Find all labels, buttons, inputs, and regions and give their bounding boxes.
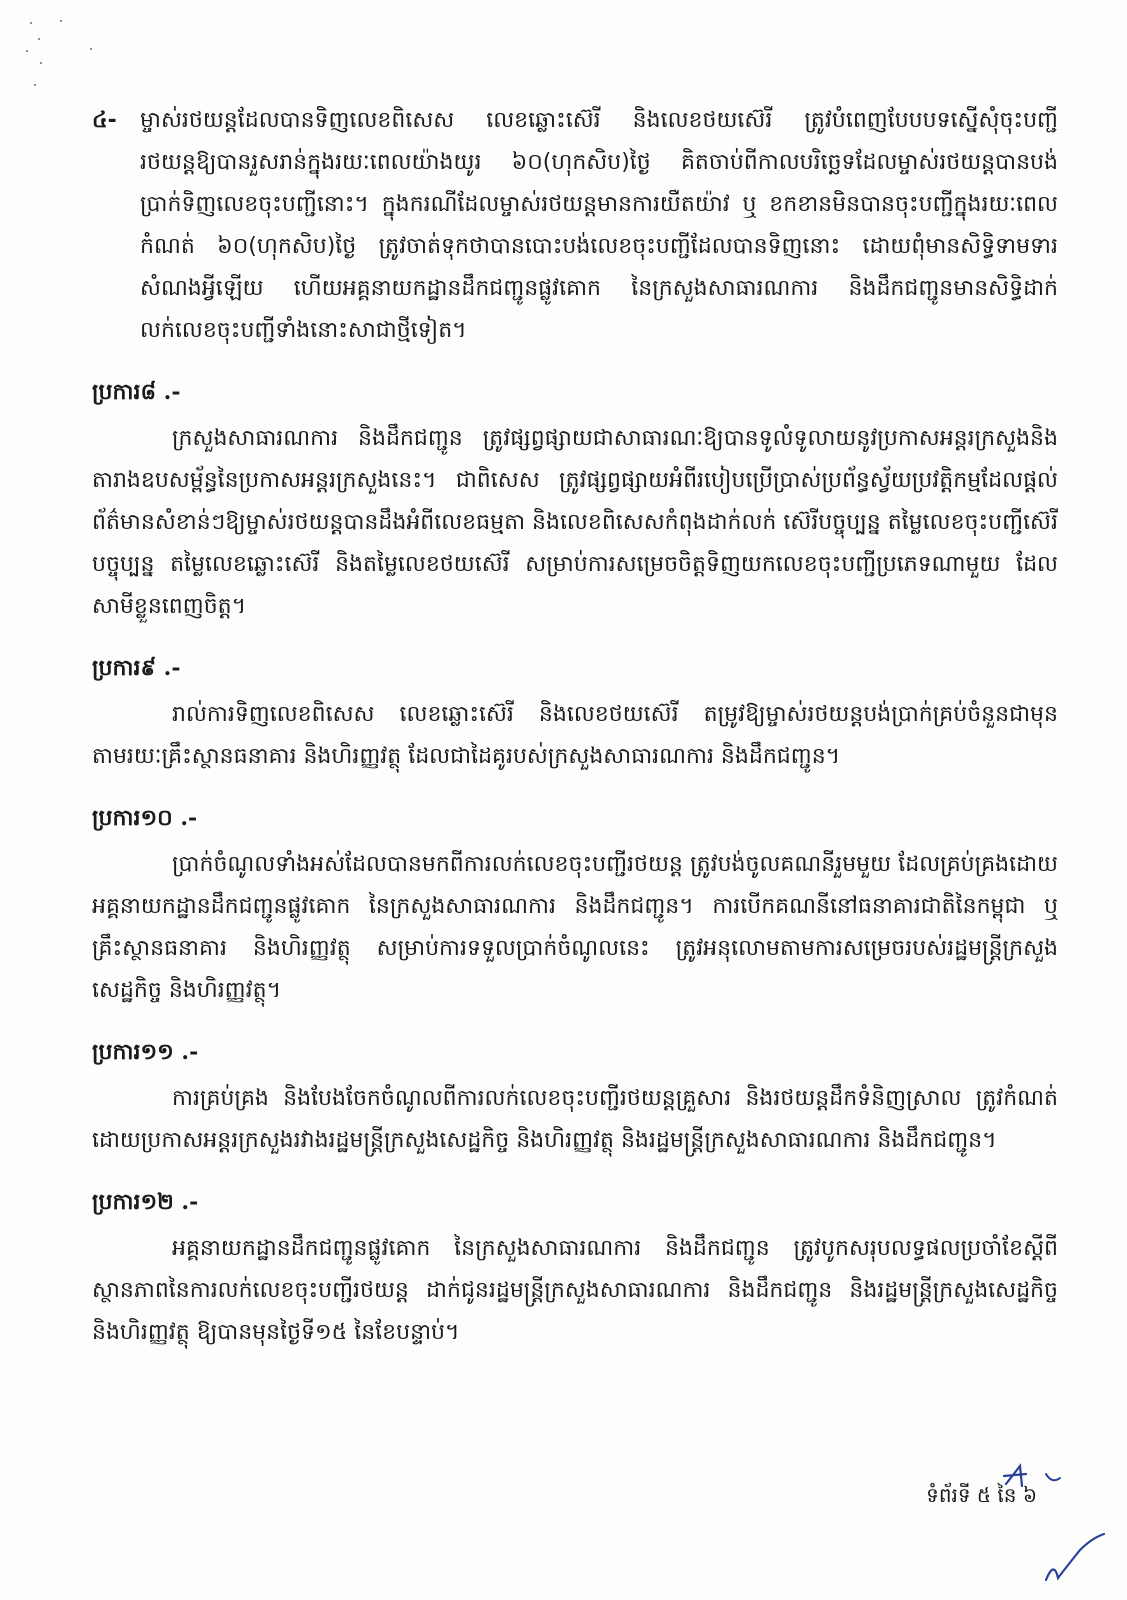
article-heading: ប្រការ១២ .-	[92, 1189, 199, 1215]
handwritten-signature-stroke	[1040, 1530, 1110, 1590]
item-number: ៤-	[92, 108, 117, 133]
article-11	[92, 1030, 1058, 1162]
article-heading: ប្រការ១១ .-	[92, 1039, 199, 1065]
scan-speck	[38, 38, 40, 40]
item-text: ម្ចាស់រថយន្តដែលបានទិញលេខពិសេស លេខឆ្លោះស៊េរី និងលេខថយស៊េរី ត្រូវបំពេញបែបបទស្នើសុំចុះបញ្ជីរថយន្តឱ្យបានរួសរាន់ក្នុងរយៈពេលយ៉ាងយូរ ៦០(ហុកសិប)ថ្ងៃ គិតចាប់ពីកាលបរិច្ឆេទដែលម្ចាស់រថយន្តបានបង់ប្រាក់ទិញលេខចុះបញ្ជីនោះ។ ក្នុងករណីដែលម្ចាស់រថយន្តមានការយឺតយ៉ាវ ឬ ខកខានមិនបានចុះបញ្ជីក្នុងរយៈពេលកំណត់ ៦០(ហុកសិប)ថ្ងៃ ត្រូវចាត់ទុកថាបានបោះបង់លេខចុះបញ្ជីដែលបានទិញនោះ ដោយពុំមានសិទ្ធិទាមទារសំណងអ្វីឡើយ ហើយអគ្គនាយកដ្ឋានដឹកជញ្ជូនផ្លូវគោក នៃក្រសួងសាធារណការ និងដឹកជញ្ជូនមានសិទ្ធិដាក់លក់លេខចុះបញ្ជីទាំងនោះសាជាថ្មីទៀត។	[140, 108, 1058, 343]
article-body: ក្រសួងសាធារណការ និងដឹកជញ្ជូន ត្រូវផ្សព្វផ្សាយជាសាធារណៈឱ្យបានទូលំទូលាយនូវប្រកាសអន្តរក្រសួងនិងតារាងឧបសម្ព័ន្ធនៃប្រកាសអន្តរក្រសួងនេះ។ ជាពិសេស ត្រូវផ្សព្វផ្សាយអំពីរបៀបប្រើប្រាស់ប្រព័ន្ធស្វ័យប្រវត្តិកម្មដែលផ្តល់ព័ត៌មានសំខាន់ៗឱ្យម្ចាស់រថយន្តបានដឹងអំពីលេខធម្មតា និងលេខពិសេសកំពុងដាក់លក់ ស៊េរីបច្ចុប្បន្ន តម្លៃលេខចុះបញ្ជីស៊េរីបច្ចុប្បន្ន តម្លៃលេខឆ្លោះស៊េរី និងតម្លៃលេខថយស៊េរី សម្រាប់ការសម្រេចចិត្តទិញយកលេខចុះបញ្ជីប្រភេទណាមួយ ដែលសាមីខ្លួនពេញចិត្ត។	[92, 426, 1058, 619]
article-body: ប្រាក់ចំណូលទាំងអស់ដែលបានមកពីការលក់លេខចុះបញ្ជីរថយន្ត ត្រូវបង់ចូលគណនីរួមមួយ ដែលគ្រប់គ្រងដោយអគ្គនាយកដ្ឋានដឹកជញ្ជូនផ្លូវគោក នៃក្រសួងសាធារណការ និងដឹកជញ្ជូន។ ការបើកគណនីនៅធនាគារជាតិនៃកម្ពុជា ឬ គ្រឹះស្ថានធនាគារ និងហិរញ្ញវត្ថុ សម្រាប់ការទទួលប្រាក់ចំណូលនេះ ត្រូវអនុលោមតាមការសម្រេចរបស់រដ្ឋមន្ត្រីក្រសួងសេដ្ឋកិច្ច និងហិរញ្ញវត្ថុ។	[92, 852, 1058, 1003]
article-body: អគ្គនាយកដ្ឋានដឹកជញ្ជូនផ្លូវគោក នៃក្រសួងសាធារណការ និងដឹកជញ្ជូន ត្រូវបូកសរុបលទ្ធផលប្រចាំខែស្តីពីស្ថានភាពនៃការលក់លេខចុះបញ្ជីរថយន្ត ដាក់ជូនរដ្ឋមន្ត្រីក្រសួងសាធារណការ និងដឹកជញ្ជូន និងរដ្ឋមន្ត្រីក្រសួងសេដ្ឋកិច្ច និងហិរញ្ញវត្ថុ ឱ្យបានមុនថ្ងៃទី១៥ នៃខែបន្ទាប់។	[92, 1236, 1058, 1345]
article-heading: ប្រការ៩ .-	[92, 655, 181, 681]
article-8	[92, 370, 1058, 628]
article-body: ការគ្រប់គ្រង និងបែងចែកចំណូលពីការលក់លេខចុះបញ្ជីរថយន្តគ្រួសារ និងរថយន្តដឹកទំនិញស្រាល ត្រូវកំណត់ដោយប្រកាសអន្តរក្រសួងរវាងរដ្ឋមន្ត្រីក្រសួងសេដ្ឋកិច្ច និងហិរញ្ញវត្ថុ និងរដ្ឋមន្ត្រីក្រសួងសាធារណការ និងដឹកជញ្ជូន។	[92, 1086, 1058, 1153]
scan-speck	[26, 50, 28, 52]
scan-speck	[90, 48, 92, 50]
article-12	[92, 1180, 1058, 1354]
document-body	[92, 100, 1058, 1354]
article-body: រាល់ការទិញលេខពិសេស លេខឆ្លោះស៊េរី និងលេខថយស៊េរី តម្រូវឱ្យម្ចាស់រថយន្តបង់ប្រាក់គ្រប់ចំនួនជាមុនតាមរយៈគ្រឹះស្ថានធនាគារ និងហិរញ្ញវត្ថុ ដែលជាដៃគូរបស់ក្រសួងសាធារណការ និងដឹកជញ្ជូន។	[92, 702, 1058, 769]
article-9	[92, 646, 1058, 778]
article-10	[92, 796, 1058, 1012]
scan-speck	[60, 20, 62, 22]
list-item-4	[92, 100, 1058, 352]
scan-speck	[30, 22, 32, 24]
article-heading: ប្រការ៨ .-	[92, 379, 181, 405]
scan-speck	[34, 84, 36, 86]
article-heading: ប្រការ១០ .-	[92, 805, 198, 831]
scan-speck	[40, 62, 42, 64]
page-number: ទំព័រទី ៥ នៃ ៦	[926, 1483, 1037, 1507]
